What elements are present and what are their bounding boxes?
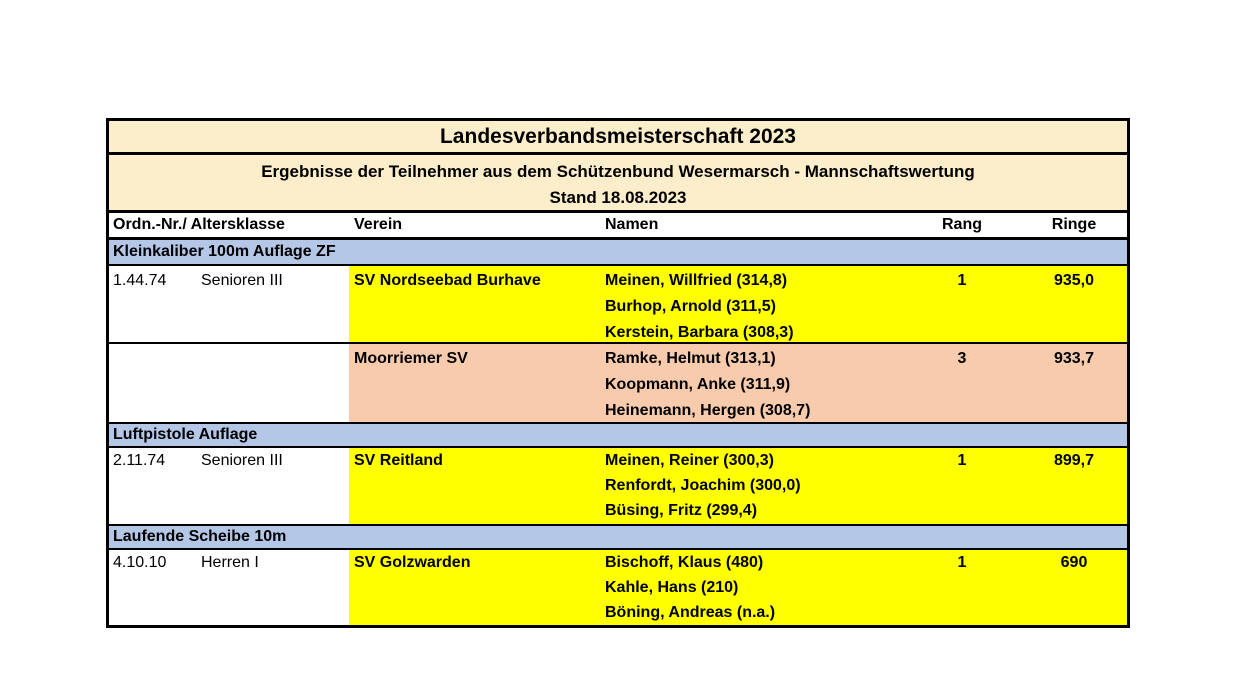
team-info-cell (109, 344, 349, 422)
team-verein: SV Golzwarden (354, 554, 471, 571)
team-member: Burhop, Arnold (311,5) (605, 298, 776, 315)
header-ringe: Ringe (1051, 216, 1097, 233)
team-rang: 1 (957, 554, 967, 571)
team-altersklasse: Senioren III (201, 272, 283, 289)
team-member: Ramke, Helmut (313,1) (605, 350, 776, 367)
team-member: Meinen, Reiner (300,3) (605, 452, 774, 469)
section-heading (109, 240, 1127, 266)
team-member: Koopmann, Anke (311,9) (605, 376, 791, 393)
team-ringe: 933,7 (1053, 350, 1095, 367)
section-name: Laufende Scheibe 10m (113, 528, 287, 545)
team-ordnr: 1.44.74 (113, 272, 167, 289)
team-block (109, 550, 1127, 625)
team-verein: Moorriemer SV (354, 350, 468, 367)
team-block (109, 266, 1127, 344)
team-info-cell (109, 550, 349, 625)
header-verein: Verein (354, 216, 403, 233)
team-member: Kahle, Hans (210) (605, 579, 739, 596)
team-ringe: 899,7 (1053, 452, 1095, 469)
team-block (109, 344, 1127, 422)
team-verein: SV Nordseebad Burhave (354, 272, 541, 289)
team-rang: 3 (957, 350, 967, 367)
team-member: Renfordt, Joachim (300,0) (605, 477, 801, 494)
team-altersklasse: Herren I (201, 554, 259, 571)
team-altersklasse: Senioren III (201, 452, 283, 469)
section-name: Luftpistole Auflage (113, 426, 258, 443)
subtitle-line-1: Ergebnisse der Teilnehmer aus dem Schützenbund Wesermarsch - Mannschaftswertung (261, 162, 975, 181)
team-member: Heinemann, Hergen (308,7) (605, 402, 811, 419)
header-rang: Rang (942, 216, 982, 233)
team-member: Kerstein, Barbara (308,3) (605, 324, 794, 341)
team-member: Meinen, Willfried (314,8) (605, 272, 788, 289)
team-verein: SV Reitland (354, 452, 443, 469)
team-info-cell (109, 448, 349, 524)
team-member: Büsing, Fritz (299,4) (605, 502, 758, 519)
sheet-title: Landesverbandsmeisterschaft 2023 (109, 121, 1127, 155)
column-header-row (109, 213, 1127, 240)
team-ringe: 690 (1060, 554, 1088, 571)
team-block (109, 448, 1127, 524)
results-sheet (106, 118, 1130, 628)
team-ringe: 935,0 (1053, 272, 1095, 289)
team-member: Bischoff, Klaus (480) (605, 554, 764, 571)
header-namen: Namen (605, 216, 659, 233)
section-heading (109, 524, 1127, 550)
team-ordnr: 2.11.74 (113, 452, 166, 469)
team-rang: 1 (957, 452, 967, 469)
sheet-subtitle (109, 155, 1127, 213)
subtitle-line-2: Stand 18.08.2023 (549, 188, 687, 207)
header-ordnr-altersklasse: Ordn.-Nr./ Altersklasse (113, 216, 285, 233)
team-ordnr: 4.10.10 (113, 554, 167, 571)
team-rang: 1 (957, 272, 967, 289)
section-heading (109, 422, 1127, 448)
team-info-cell (109, 266, 349, 342)
section-name: Kleinkaliber 100m Auflage ZF (113, 243, 336, 260)
team-member: Böning, Andreas (n.a.) (605, 604, 776, 621)
